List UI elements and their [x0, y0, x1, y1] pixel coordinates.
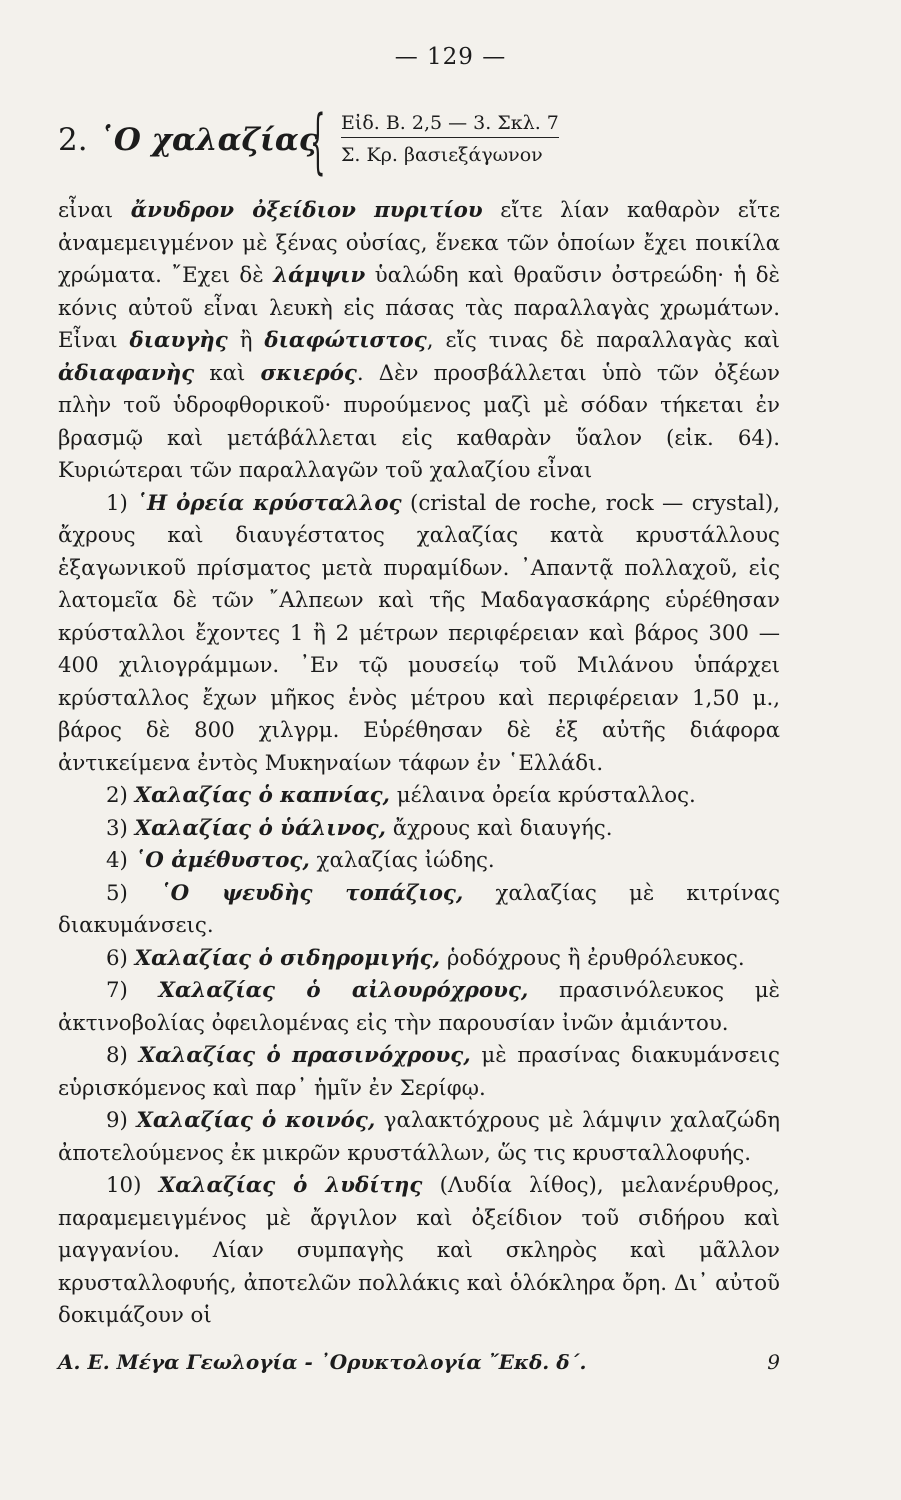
properties-line-2: Σ. Κρ. βασιεξάγωνον [341, 144, 543, 166]
text-run: , εἴς τινας δὲ παραλλαγὰς καὶ [426, 328, 780, 353]
text-run: 1) [106, 490, 137, 516]
text-run: καὶ [194, 360, 261, 386]
signature-mark: 9 [767, 1350, 780, 1374]
text-run: (Λυδία λίθος), μελανέρυθρος, παραμεμειγμένος μὲ ἄργιλον καὶ ὀξείδιον τοῦ σιδήρου καὶ μαγγανίου. Λίαν συμπαγὴς καὶ σκληρὸς καὶ μᾶλλον κρυσταλλοφυής, ἀποτελῶν πολλάκις καὶ ὁλόκληρα ὄρη. Δι᾿ αὐτοῦ δοκιμάζουν οἱ [58, 1173, 781, 1328]
text-run: . Δὲν προσβάλλεται ὑπὸ τῶν ὀξέων πλὴν τοῦ ὑδροφθορικοῦ· πυρούμενος μαζὶ μὲ σόδαν τήκεται ἐν βρασμῷ καὶ μετάβάλλεται εἰς καθαρὰν ὕαλον (εἰκ. 64). Κυριώτεραι τῶν παραλλαγῶν τοῦ χαλαζίου εἶναι [58, 360, 780, 483]
text-run: 5) [106, 880, 161, 906]
page-number: — 129 — [394, 44, 507, 70]
text-run: μὲ πρασίνας διακυμάνσεις εὑρισκόμενος καὶ παρ᾿ ἡμῖν ἐν Σερίφῳ. [58, 1043, 780, 1101]
text-run: 8) [106, 1043, 139, 1068]
emphasized-term: Χαλαζίας ὁ ὑάλινος, [134, 815, 386, 841]
paragraph [58, 813, 780, 846]
paragraph [58, 1105, 780, 1170]
text-run: ἢ [227, 328, 265, 353]
text-run: 2) [106, 783, 135, 808]
text-run: 4) [106, 848, 135, 873]
emphasized-term: ῾Ο ψευδὴς τοπάζιος, [160, 880, 464, 906]
paragraph [58, 878, 780, 943]
emphasized-term: ἀδιαφανὴς [58, 360, 195, 386]
text-run: 6) [106, 945, 135, 971]
emphasized-term: Χαλαζίας ὁ λυδίτης [158, 1173, 423, 1198]
section-title-text: ῾Ο χαλαζίας [98, 122, 318, 158]
text-run: εἶναι [58, 198, 131, 223]
text-run: 7) [106, 978, 159, 1003]
paragraph [58, 1040, 780, 1105]
mineral-properties [341, 112, 559, 166]
text-run: πρασινόλευκος μὲ ἀκτινοβολίας ὀφειλομένας εἰς τὴν παρουσίαν ἰνῶν ἀμιάντου. [58, 978, 780, 1036]
emphasized-term: διαυγὴς [129, 328, 228, 353]
text-run: ῥοδόχρους ἢ ἐρυθρόλευκος. [440, 945, 745, 971]
properties-line-1: Εἰδ. Β. 2,5 — 3. Σκλ. 7 [341, 112, 559, 138]
emphasized-term: ῾Ο ἀμέθυστος, [134, 848, 310, 873]
paragraph [58, 1170, 780, 1333]
emphasized-term: Χαλαζίας ὁ πρασινόχρους, [138, 1043, 471, 1068]
paragraph [58, 488, 780, 781]
section-number: 2. [58, 122, 88, 158]
page-footer [58, 1350, 780, 1374]
emphasized-term: λάμψιν [273, 263, 366, 288]
paragraph [58, 845, 780, 878]
emphasized-term: ῾Η ὀρεία κρύσταλλος [136, 490, 402, 516]
paragraph [58, 943, 780, 976]
text-run: γαλακτόχρους μὲ λάμψιν χαλαζώδη ἀποτελούμενος ἐκ μικρῶν κρυστάλλων, ὥς τις κρυσταλλοφυής. [58, 1108, 780, 1166]
text-run: ὑαλώδη καὶ θραῦσιν ὀστρεώδη· ἡ δὲ κόνις αὐτοῦ εἶναι λευκὴ εἰς πάσας τὰς παραλλαγὰς χρωμάτων. Εἶναι [58, 263, 780, 353]
text-run: 10) [106, 1173, 159, 1198]
text-run: (cristal de roche, rock — crystal), ἄχρους καὶ διαυγέστατος χαλαζίας κατὰ κρυστάλλους ἑξαγωνικοῦ πρίσματος μετὰ πυραμίδων. ᾿Απαντᾷ πολλαχοῦ, εἰς λατομεῖα δὲ τῶν ῎Αλπεων καὶ τῆς Μαδαγασκάρης εὑρέθησαν κρύσταλλοι ἔχοντες 1 ἢ 2 μέτρων περιφέρειαν καὶ βάρος 300 —400 χιλιογράμμων. ᾿Εν τῷ μουσείῳ τοῦ Μιλάνου ὑπάρχει κρύσταλλος ἔχων μῆκος ἑνὸς μέτρου καὶ περιφέρειαν 1,50 μ., βάρος δὲ 800 χιλγρμ. Εὑρέθησαν δὲ ἐξ αὐτῆς διάφορα ἀντικείμενα ἐντὸς Μυκηναίων τάφων ἐν ῾Ελλάδι. [58, 490, 780, 776]
paragraph [58, 195, 780, 488]
emphasized-term: Χαλαζίας ὁ καπνίας, [134, 783, 390, 808]
brace-glyph: { [310, 100, 326, 182]
text-run: μέλαινα ὀρεία κρύσταλλος. [389, 783, 696, 808]
emphasized-term: Χαλαζίας ὁ αἰλουρόχρους, [158, 978, 529, 1003]
paragraph [58, 780, 780, 813]
emphasized-term: Χαλαζίας ὁ κοινός, [136, 1108, 376, 1133]
footer-text: Α. Ε. Μέγα Γεωλογία - ᾿Ορυκτολογία ῎Εκδ. δ΄. [58, 1350, 587, 1374]
emphasized-term: σκιερός [260, 360, 357, 386]
section-heading [58, 100, 848, 182]
emphasized-term: Χαλαζίας ὁ σιδηρομιγής, [134, 945, 441, 971]
text-run: 3) [106, 815, 135, 841]
paragraph [58, 975, 780, 1040]
text-run: χαλαζίας ἰώδης. [309, 848, 495, 873]
text-run: 9) [106, 1108, 137, 1133]
body-text [58, 195, 780, 1333]
section-title [58, 122, 318, 158]
emphasized-term: ἄνυδρον ὀξείδιον πυριτίου [130, 198, 483, 223]
text-run: εἴτε λίαν καθαρὸν εἴτε ἀναμεμειγμένον μὲ ξένας οὐσίας, ἕνεκα τῶν ὁποίων ἔχει ποικίλα χρώματα. ῎Εχει δὲ [58, 198, 780, 288]
text-run: ἄχρους καὶ διαυγής. [385, 815, 613, 841]
emphasized-term: διαφώτιστος [264, 328, 427, 353]
text-run: χαλαζίας μὲ κιτρίνας διακυμάνσεις. [58, 880, 780, 938]
